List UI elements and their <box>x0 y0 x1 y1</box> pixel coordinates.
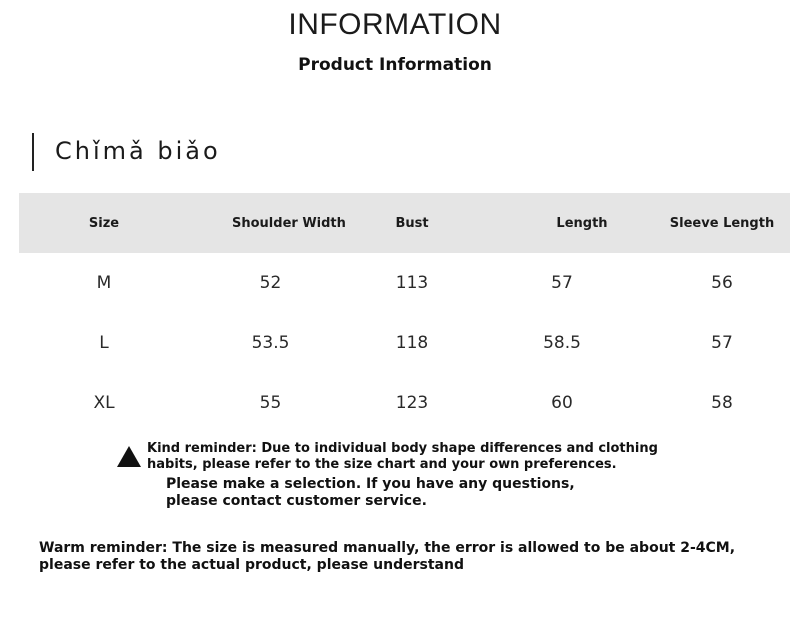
page-title: INFORMATION <box>288 8 502 41</box>
cell-size: XL <box>93 393 115 413</box>
header-shoulder-width: Shoulder Width <box>232 215 346 231</box>
cell-size: M <box>96 273 112 293</box>
table-row <box>19 253 790 313</box>
cell-size: L <box>99 333 109 353</box>
header-length: Length <box>556 215 608 231</box>
table-row <box>19 313 790 373</box>
cell-sleeve-length: 57 <box>711 333 733 353</box>
page-subtitle: Product Information <box>298 55 492 75</box>
header-bust: Bust <box>395 215 429 231</box>
cell-sleeve-length: 56 <box>711 273 733 293</box>
size-chart-table <box>19 193 790 433</box>
cell-sleeve-length: 58 <box>711 393 733 413</box>
table-header-row <box>19 193 790 253</box>
section-title: Chǐmǎ biǎo <box>55 137 221 165</box>
cell-bust: 113 <box>395 273 429 293</box>
cell-shoulder-width: 52 <box>259 273 282 293</box>
selection-note-text: Please make a selection. If you have any questions, please contact customer service. <box>166 476 575 509</box>
cell-length: 57 <box>551 273 573 293</box>
header-sleeve-length: Sleeve Length <box>669 215 775 231</box>
warm-reminder-text: Warm reminder: The size is measured manually, the error is allowed to be about 2-4CM, please refer to the actual product, please understand <box>39 540 736 573</box>
cell-length: 58.5 <box>543 333 581 353</box>
cell-length: 60 <box>551 393 573 413</box>
header-size: Size <box>88 215 120 231</box>
cell-shoulder-width: 53.5 <box>251 333 290 353</box>
cell-bust: 118 <box>395 333 429 353</box>
cell-shoulder-width: 55 <box>259 393 282 413</box>
table-row <box>19 373 790 433</box>
section-divider-bar <box>32 133 34 171</box>
cell-bust: 123 <box>395 393 429 413</box>
warning-triangle-icon <box>117 446 141 467</box>
kind-reminder-text: Kind reminder: Due to individual body shape differences and clothing habits, please refer to the size chart and your own preferences. <box>147 441 658 472</box>
